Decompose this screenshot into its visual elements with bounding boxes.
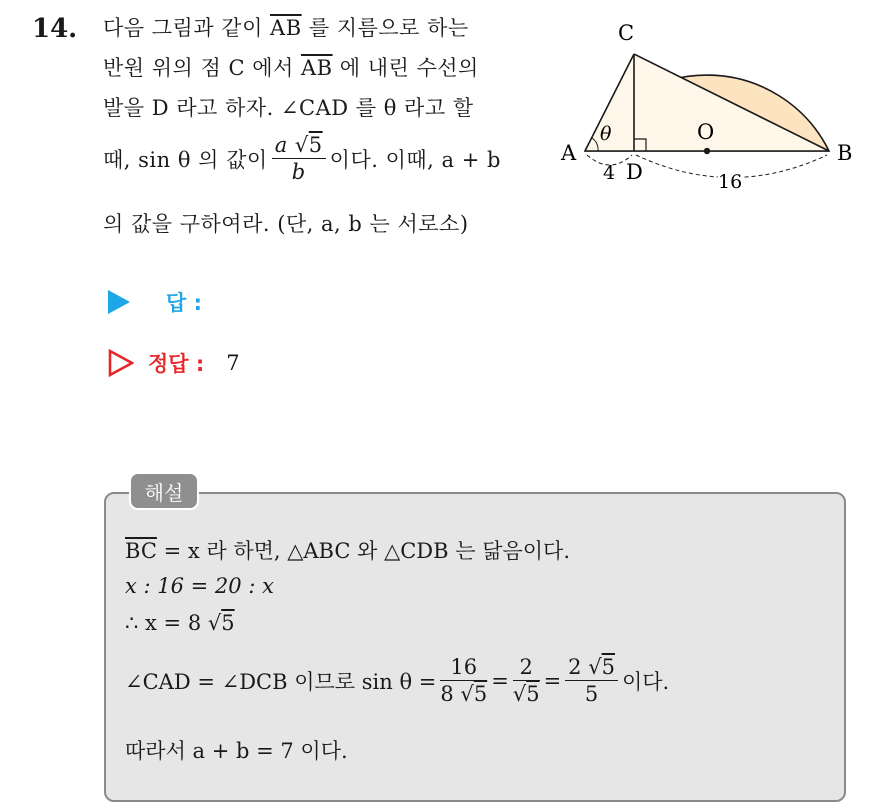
label-o: O — [697, 120, 715, 144]
fraction-2-over-root5: $\frac{2}{√5}$ — [512, 655, 540, 707]
explanation-line-4: ∠CAD = ∠DCB 이므로 sin θ = $\frac{16}{8 √5}$ = $\frac{2}{√5}$ = $\frac{2 √5}{5}$ 이다. — [125, 654, 669, 709]
correct-label: 정답 : — [148, 352, 205, 376]
label-d: D — [626, 160, 643, 184]
label-theta: θ — [600, 123, 612, 145]
explanation-line-2: x : 16 = 20 : x — [125, 574, 274, 598]
explanation-line-5: 따라서 a + b = 7 이다. — [125, 739, 348, 763]
explanation-line-1 — [125, 535, 570, 565]
explanation-line-3: ∴ x = 8 √5 — [125, 611, 235, 635]
semicircle-figure — [558, 20, 864, 200]
correct-value: 7 — [226, 351, 240, 375]
question-line-2 — [103, 52, 479, 82]
question-line-4 — [103, 132, 501, 187]
label-a: A — [561, 141, 577, 165]
play-triangle-icon — [108, 290, 130, 314]
segment-ab: $\overline{AB}$ — [270, 16, 302, 40]
label-length-16: 16 — [718, 171, 743, 193]
fraction-2root5-over-5: $\frac{2 √5}{5}$ — [565, 654, 618, 709]
segment-ab: $\overline{AB}$ — [300, 56, 333, 80]
question-text: 에 내린 수선의 — [332, 56, 479, 80]
question-text: 이다. 이때, a + b — [329, 148, 501, 173]
fraction-a-root5-over-b: $\frac{a √5}{b}$ — [272, 132, 326, 187]
segment-bc: $\overline{BC}$ — [125, 539, 157, 563]
question-text: 때, sin θ 의 값이 — [103, 148, 268, 173]
question-text: 를 지름으로 하는 — [301, 16, 469, 40]
label-length-4: 4 — [603, 162, 616, 184]
fraction-16-over-8root5: $\frac{16}{8 √5}$ — [440, 655, 488, 707]
outline-triangle-icon — [108, 349, 134, 377]
question-line-1 — [103, 12, 469, 42]
label-b: B — [837, 141, 853, 165]
answer-row — [108, 287, 202, 317]
explanation-text: = x 라 하면, △ABC 와 △CDB 는 닮음이다. — [156, 539, 571, 563]
explanation-tab: 해설 — [129, 472, 199, 510]
question-text: 반원 위의 점 C 에서 — [103, 56, 301, 80]
center-point-o — [704, 148, 710, 154]
question-text: 다음 그림과 같이 — [103, 16, 271, 40]
correct-answer-row — [108, 348, 240, 378]
question-line-3: 발을 D 라고 하자. ∠CAD 를 θ 라고 할 — [103, 96, 474, 120]
answer-label: 답 : — [166, 291, 202, 315]
question-number: 14. — [32, 14, 78, 44]
question-line-5: 의 값을 구하여라. (단, a, b 는 서로소) — [103, 212, 469, 236]
label-c: C — [618, 21, 635, 45]
